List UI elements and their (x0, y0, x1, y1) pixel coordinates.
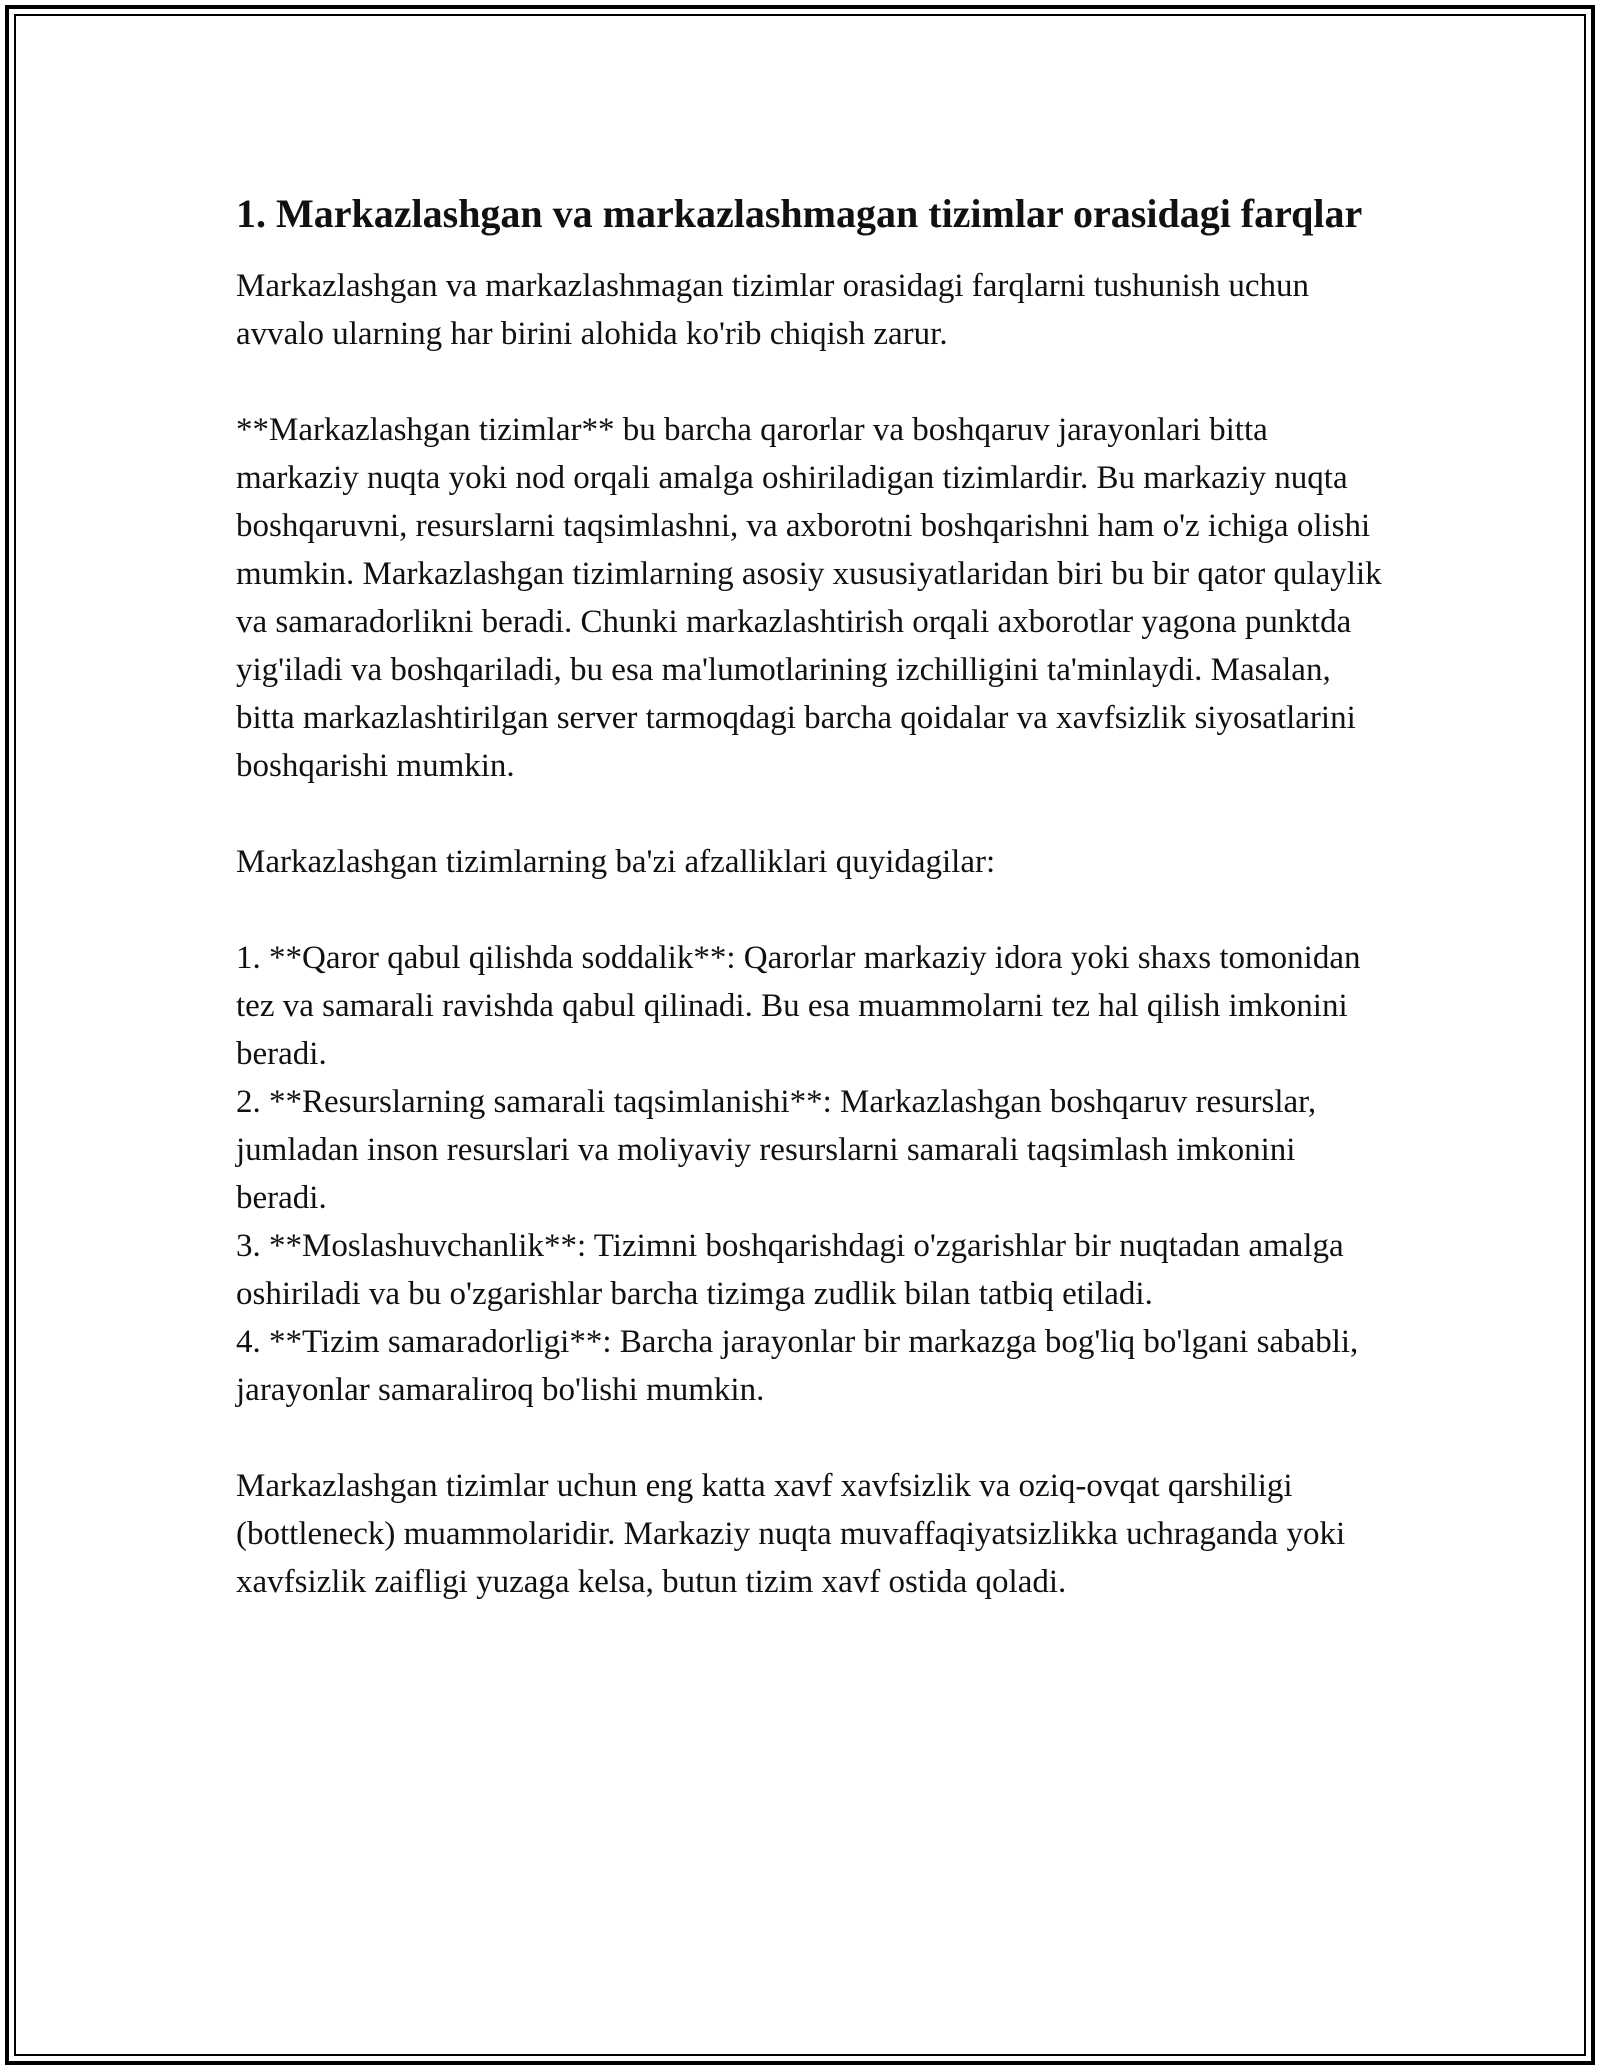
advantages-list (236, 934, 1386, 1414)
section-heading: 1. Markazlashgan va markazlashmagan tizimlar orasidagi farqlar (236, 191, 1363, 236)
list-item: 3. **Moslashuvchanlik**: Tizimni boshqarishdagi o'zgarishlar bir nuqtadan amalga oshiriladi va bu o'zgarishlar barcha tizimga zudlik bilan tatbiq etiladi. (236, 1228, 1344, 1312)
list-item: 1. **Qaror qabul qilishda soddalik**: Qarorlar markaziy idora yoki shaxs tomonidan tez va samarali ravishda qabul qilinadi. Bu esa muammolarni tez hal qilish imkonini beradi. (236, 940, 1361, 1072)
intro-paragraph: Markazlashgan va markazlashmagan tizimlar orasidagi farqlarni tushunish uchun avvalo ularning har birini alohida ko'rib chiqish zarur. (236, 268, 1310, 352)
advantages-intro: Markazlashgan tizimlarning ba'zi afzalliklari quyidagilar: (236, 844, 996, 880)
risk-paragraph: Markazlashgan tizimlar uchun eng katta xavf xavfsizlik va oziq-ovqat qarshiligi (bottleneck) muammolaridir. Markaziy nuqta muvaffaqiyatsizlikka uchraganda yoki xavfsizlik zaifligi yuzaga kelsa, butun tizim xavf ostida qoladi. (236, 1468, 1346, 1600)
list-item: 2. **Resurslarning samarali taqsimlanishi**: Markazlashgan boshqaruv resurslar, jumladan inson resurslari va moliyaviy resurslarni samarali taqsimlash imkonini beradi. (236, 1084, 1317, 1216)
document-body (236, 186, 1386, 1654)
list-item: 4. **Tizim samaradorligi**: Barcha jarayonlar bir markazga bog'liq bo'lgani sababli, jarayonlar samaraliroq bo'lishi mumkin. (236, 1324, 1359, 1408)
centralized-systems-paragraph: **Markazlashgan tizimlar** bu barcha qarorlar va boshqaruv jarayonlari bitta markaziy nuqta yoki nod orqali amalga oshiriladigan tizimlardir. Bu markaziy nuqta boshqaruvni, resurslarni taqsimlashni, va axborotni boshqarishni ham o'z ichiga olishi mumkin. Markazlashgan tizimlarning asosiy xususiyatlaridan biri bu bir qator qulaylik va samaradorlikni beradi. Chunki markazlashtirish orqali axborotlar yagona punktda yig'iladi va boshqariladi, bu esa ma'lumotlarining izchilligini ta'minlaydi. Masalan, bitta markazlashtirilgan server tarmoqdagi barcha qoidalar va xavfsizlik siyosatlarini boshqarishi mumkin. (236, 412, 1382, 784)
